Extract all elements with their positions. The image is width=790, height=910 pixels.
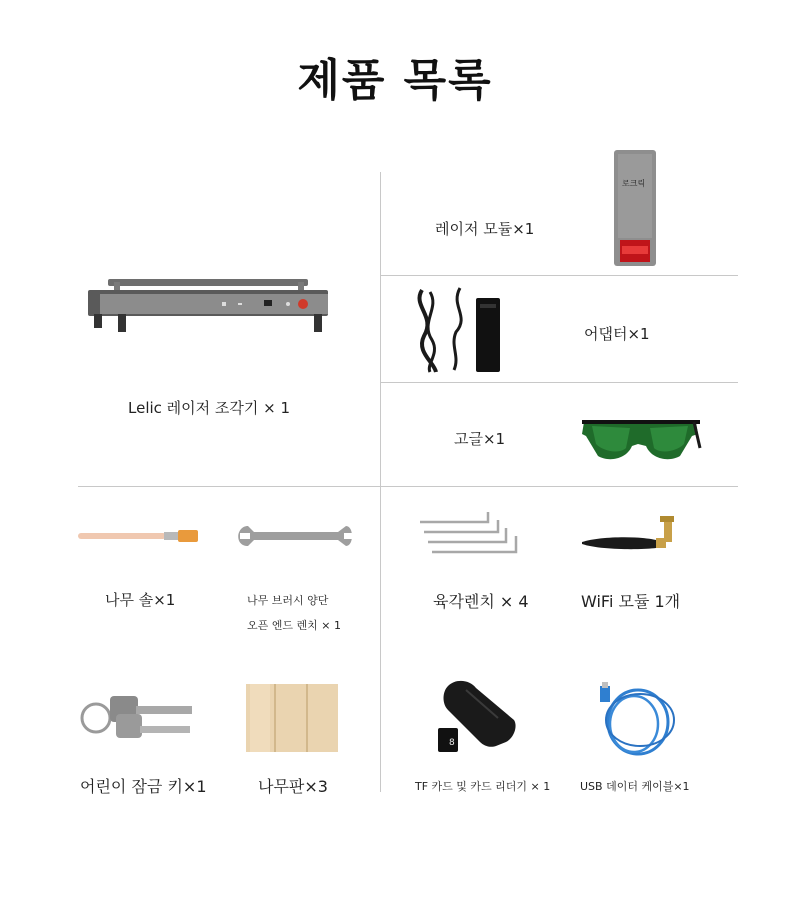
wrench-label-line1: 나무 브러시 양단 xyxy=(247,594,329,607)
wifi-antenna-image xyxy=(580,514,678,554)
goggles-label: 고글×1 xyxy=(454,430,506,448)
laser-engraver-image xyxy=(88,276,330,334)
hex-keys-label: 육각렌치 × 4 xyxy=(433,592,529,611)
horizontal-divider-main xyxy=(78,486,738,487)
usb-cable-image xyxy=(594,680,676,760)
keys-label: 어린이 잠금 키×1 xyxy=(80,777,207,796)
hex-keys-image xyxy=(418,508,520,558)
usb-cable-label: USB 데이터 케이블×1 xyxy=(580,780,690,793)
laser-module-label: 레이저 모듈×1 xyxy=(435,220,535,238)
page-title: 제품 목록 xyxy=(297,55,493,106)
wood-boards-image xyxy=(246,684,338,752)
vertical-divider xyxy=(380,172,381,792)
wifi-module-label: WiFi 모듈 1개 xyxy=(581,592,681,611)
power-adapter-image xyxy=(410,286,506,376)
wrench-label-line2: 오픈 엔드 렌치 × 1 xyxy=(247,619,341,632)
wood-brush-image xyxy=(78,528,200,544)
brush-label: 나무 솔×1 xyxy=(105,591,176,609)
engraver-label: Lelic 레이저 조각기 × 1 xyxy=(128,399,291,417)
laser-module-image xyxy=(612,148,658,268)
tf-card-mark: 8 xyxy=(449,738,455,748)
horizontal-divider-right-1 xyxy=(381,275,738,276)
child-lock-keys-image xyxy=(80,692,196,742)
wood-boards-label: 나무판×3 xyxy=(258,777,328,796)
adapter-label: 어댑터×1 xyxy=(584,325,650,343)
tf-card-label: TF 카드 및 카드 리더기 × 1 xyxy=(415,780,551,793)
horizontal-divider-right-2 xyxy=(381,382,738,383)
laser-module-brand: 로크릭 xyxy=(622,179,646,188)
open-end-wrench-image xyxy=(234,520,352,552)
safety-goggles-image xyxy=(580,412,702,464)
